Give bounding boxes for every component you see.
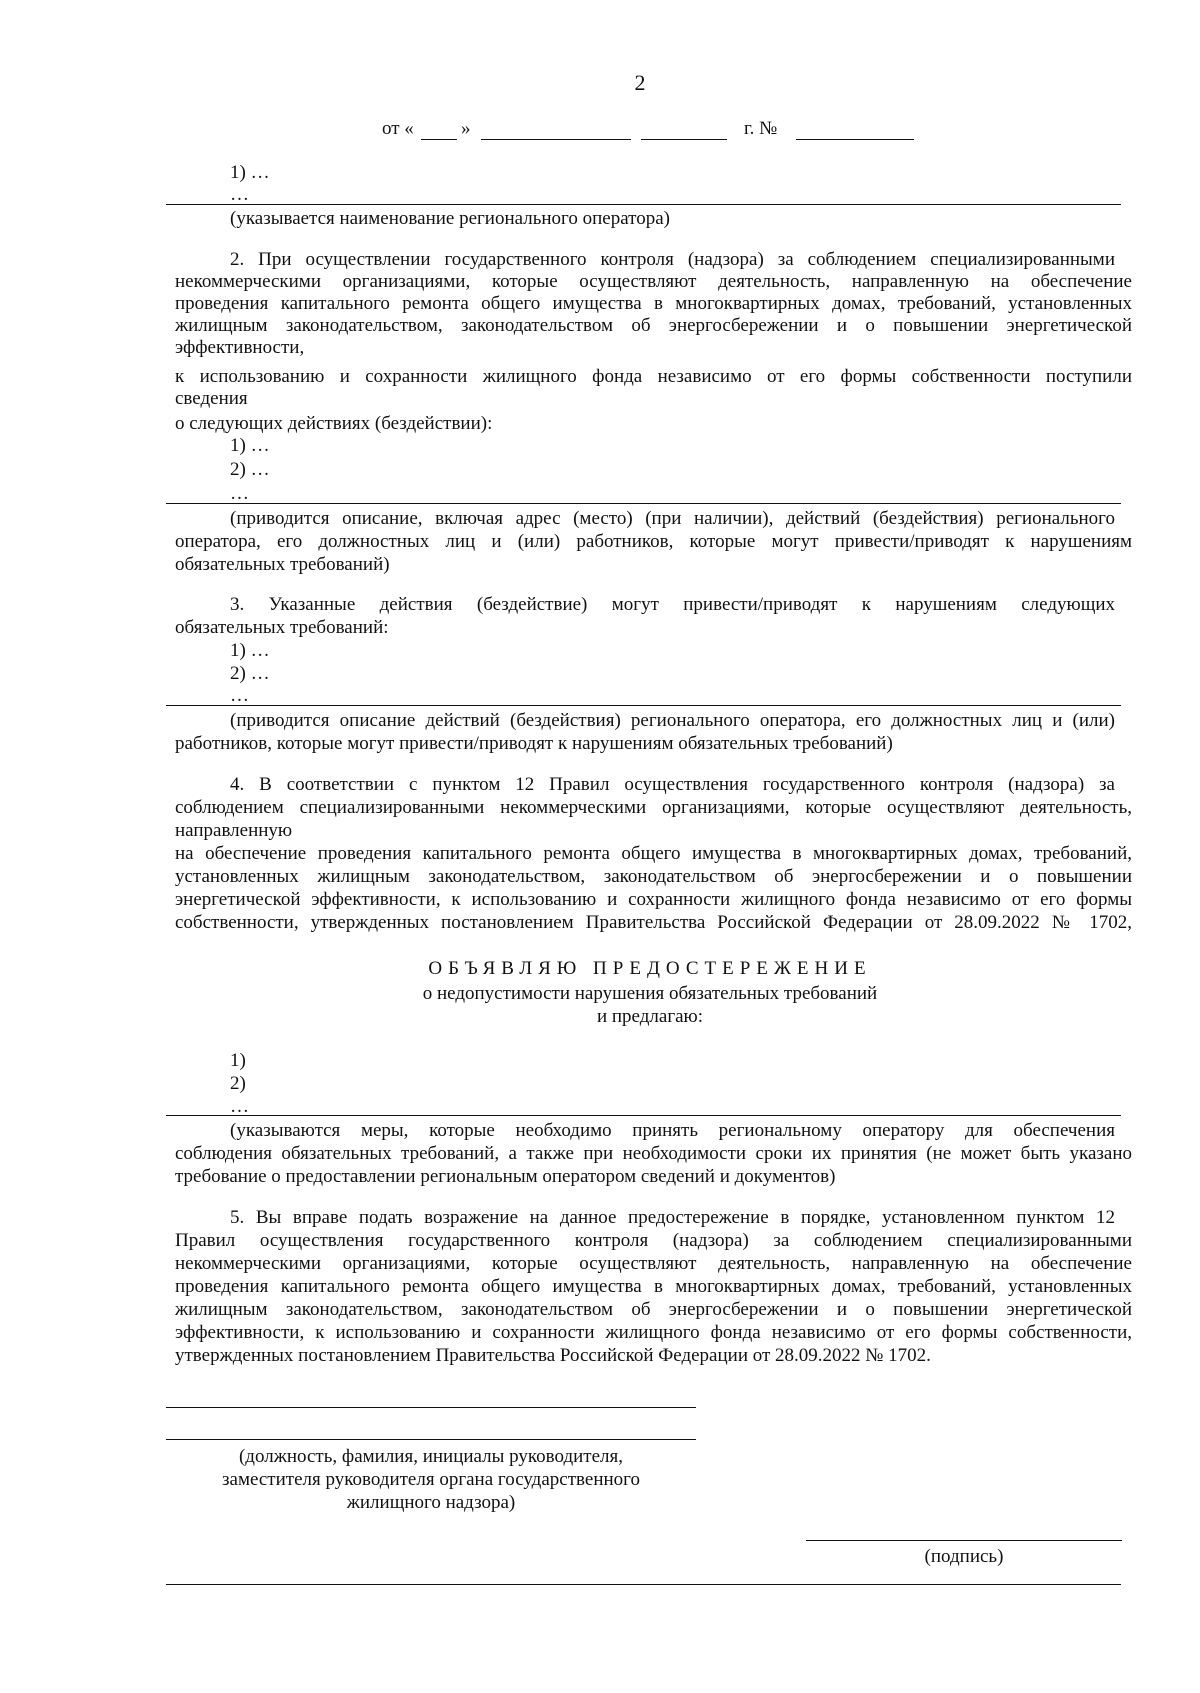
s1-caption: (указывается наименование регионального оператора) <box>230 208 670 229</box>
s1-item-1: 1) … <box>230 162 270 183</box>
s3-caption-1: (приводится описание действий (бездействия) регионального оператора, его должностных лиц и (или) <box>230 710 1115 731</box>
date-close-quote: » <box>461 118 471 139</box>
page-number: 2 <box>634 70 646 95</box>
s2-line-1: 2. При осуществлении государственного контроля (надзора) за соблюдением специализированными <box>230 249 1115 270</box>
s5-line-5: жилищным законодательством, законодательством об энергосбережении и о повышении энергетической <box>175 1299 1132 1320</box>
official-caption-2: заместителя руководителя органа государственного <box>222 1469 640 1490</box>
signature-line <box>806 1540 1122 1541</box>
s4-line-7: собственности, утвержденных постановлением Правительства Российской Федерации от 28.09.2022 № 1702, <box>175 912 1132 933</box>
s4-line-3: направленную <box>175 820 293 841</box>
decl-caption-3: требование о предоставлении региональным оператором сведений и документов) <box>175 1166 836 1187</box>
decl-caption-2: соблюдения обязательных требований, а также при необходимости сроки их принятия (не может быть указано <box>175 1143 1132 1164</box>
s2-caption-1: (приводится описание, включая адрес (место) (при наличии), действий (бездействия) регионального <box>230 508 1115 529</box>
decl-rule <box>166 1115 1121 1116</box>
decl-item-2: 2) <box>230 1073 246 1094</box>
date-day-blank <box>421 139 457 140</box>
s5-line-4: проведения капитального ремонта общего имущества в многоквартирных домах, требований, установленных <box>175 1276 1132 1297</box>
number-label: г. № <box>744 118 778 139</box>
date-from-label: от « <box>382 118 414 139</box>
s3-line-1: 3. Указанные действия (бездействие) могут привести/приводят к нарушениям следующих <box>230 594 1115 615</box>
s2-item-2: 2) … <box>230 459 270 480</box>
declaration-title: ОБЪЯВЛЯЮ ПРЕДОСТЕРЕЖЕНИЕ <box>428 958 872 979</box>
official-rule-2 <box>166 1439 696 1440</box>
s5-line-2: Правил осуществления государственного контроля (надзора) за соблюдением специализированными <box>175 1230 1132 1251</box>
s1-rule <box>166 204 1121 205</box>
s2-rule <box>166 503 1121 504</box>
s2-line-4: жилищным законодательством, законодательством об энергосбережении и о повышении энергетической <box>175 315 1132 336</box>
s2-line-2: некоммерческими организациями, которые осуществляют деятельность, направленную на обеспечение <box>175 271 1132 292</box>
s4-line-5: установленных жилищным законодательством, законодательством об энергосбережении и о повышении <box>175 866 1132 887</box>
s3-line-2: обязательных требований: <box>175 617 389 638</box>
s4-line-6: энергетической эффективности, к использованию и сохранности жилищного фонда независимо от его формы <box>175 889 1132 910</box>
s2-ellipsis: … <box>230 483 249 504</box>
s3-item-1: 1) … <box>230 640 270 661</box>
official-caption-3: жилищного надзора) <box>346 1492 516 1513</box>
s5-line-3: некоммерческими организациями, которые осуществляют деятельность, направленную на обеспечение <box>175 1253 1132 1274</box>
s3-rule <box>166 705 1121 706</box>
s2-line-5: эффективности, <box>175 337 305 358</box>
s4-line-2: соблюдением специализированными некоммерческими организациями, которые осуществляют деятельность, <box>175 797 1132 818</box>
s3-ellipsis: … <box>230 685 249 706</box>
s1-ellipsis: … <box>230 184 249 205</box>
s2-line-7: сведения <box>175 388 248 409</box>
date-year-blank <box>641 139 727 140</box>
s5-line-6: эффективности, к использованию и сохранности жилищного фонда независимо от его формы собственности, <box>175 1322 1132 1343</box>
declaration-line-2: и предлагаю: <box>596 1006 704 1027</box>
s5-line-7: утвержденных постановлением Правительства Российской Федерации от 28.09.2022 № 1702. <box>175 1345 931 1366</box>
date-month-blank <box>481 139 631 140</box>
bottom-rule <box>166 1584 1121 1585</box>
official-rule-1 <box>166 1407 696 1408</box>
s4-line-4: на обеспечение проведения капитального ремонта общего имущества в многоквартирных домах, требований, <box>175 843 1132 864</box>
signature-caption: (подпись) <box>924 1546 1004 1567</box>
number-blank <box>796 139 914 140</box>
s2-line-6: к использованию и сохранности жилищного фонда независимо от его формы собственности поступили <box>175 366 1132 387</box>
decl-item-1: 1) <box>230 1050 246 1071</box>
s2-line-8: о следующих действиях (бездействии): <box>175 413 493 434</box>
decl-caption-1: (указываются меры, которые необходимо принять региональному оператору для обеспечения <box>230 1120 1115 1141</box>
s3-item-2: 2) … <box>230 663 270 684</box>
s4-line-1: 4. В соответствии с пунктом 12 Правил осуществления государственного контроля (надзора) за <box>230 774 1115 795</box>
s2-item-1: 1) … <box>230 435 270 456</box>
official-caption-1: (должность, фамилия, инициалы руководителя, <box>238 1446 623 1467</box>
s3-caption-2: работников, которые могут привести/приводят к нарушениям обязательных требований) <box>175 733 893 754</box>
s2-caption-3: обязательных требований) <box>175 554 390 575</box>
s5-line-1: 5. Вы вправе подать возражение на данное предостережение в порядке, установленном пунктом 12 <box>230 1207 1115 1228</box>
declaration-line-1: о недопустимости нарушения обязательных требований <box>422 983 878 1004</box>
decl-ellipsis: … <box>230 1096 249 1117</box>
s2-line-3: проведения капитального ремонта общего имущества в многоквартирных домах, требований, установленных <box>175 293 1132 314</box>
s2-caption-2: оператора, его должностных лиц и (или) работников, которые могут привести/приводят к нарушениям <box>175 531 1132 552</box>
